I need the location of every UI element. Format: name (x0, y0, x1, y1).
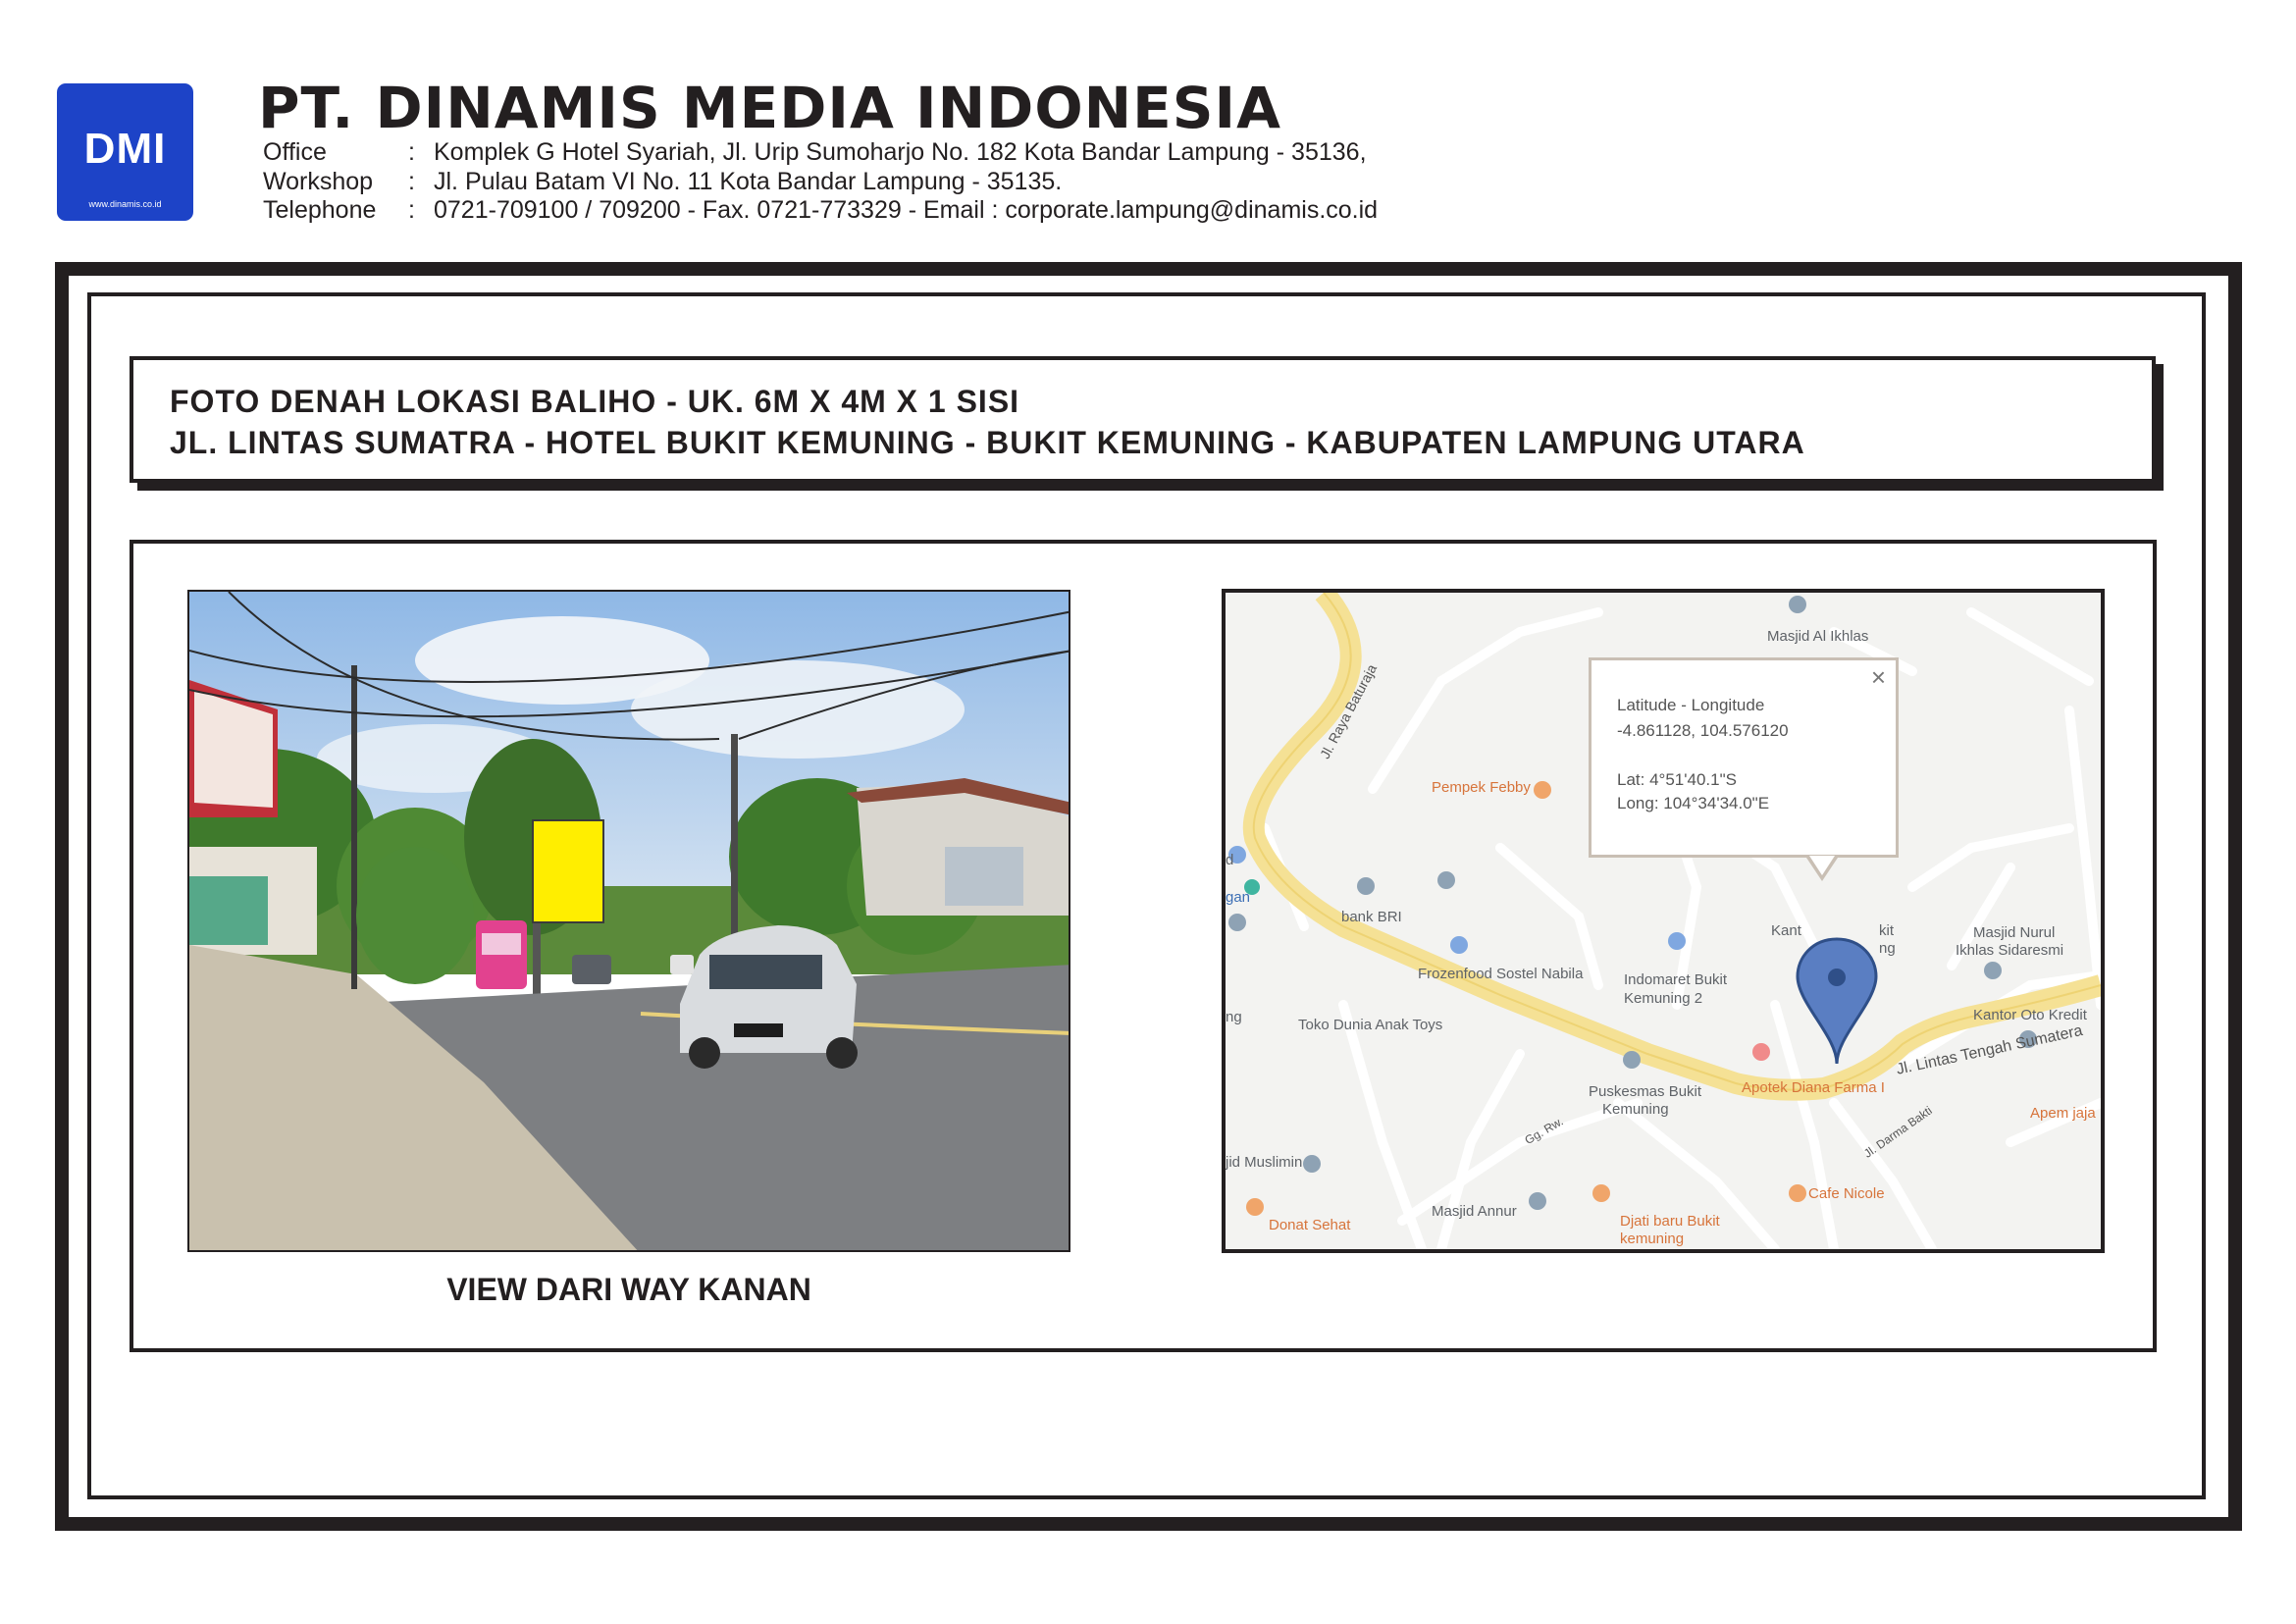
poi-label: Apem jaja (2030, 1105, 2096, 1122)
poi-label: Ikhlas Sidaresmi (1956, 942, 2064, 959)
street-label: Jl. Raya Baturaja (1316, 661, 1381, 761)
company-name: PT. DINAMIS MEDIA INDONESIA (258, 75, 1282, 141)
street-scene (189, 592, 1070, 1252)
title-line-2: JL. LINTAS SUMATRA - HOTEL BUKIT KEMUNING - BUKIT KEMUNING - KABUPATEN LAMPUNG UTARA (170, 425, 1805, 460)
location-marker-icon (1798, 939, 1876, 1064)
coordinates-popup (1589, 657, 1899, 858)
photo-caption: VIEW DARI WAY KANAN (446, 1272, 811, 1307)
poi-label: Kemuning 2 (1624, 990, 1703, 1007)
poi-label: bank BRI (1341, 909, 1402, 925)
company-logo (57, 83, 193, 221)
popup-tail-inner (1809, 856, 1835, 875)
contact-value: Jl. Pulau Batam VI No. 11 Kota Bandar Lampung - 35135. (434, 168, 1063, 195)
logo-url: www.dinamis.co.id (88, 199, 162, 209)
poi-label: ng (1226, 1009, 1242, 1025)
contact-colon: : (408, 168, 415, 195)
title-line-1: FOTO DENAH LOKASI BALIHO - UK. 6M X 4M X 1 SISI (170, 384, 1020, 419)
close-icon[interactable]: × (1870, 662, 1886, 692)
contact-colon: : (408, 138, 415, 166)
poi-label: d (1226, 852, 1234, 868)
poi-label: Donat Sehat (1269, 1217, 1351, 1233)
poi-label: Kemuning (1602, 1101, 1669, 1118)
poi-label: kit (1879, 922, 1894, 939)
poi-label: Indomaret Bukit (1624, 971, 1728, 988)
contact-label: Telephone (263, 196, 377, 224)
poi-label: Pempek Febby (1432, 779, 1531, 796)
contact-label: Office (263, 138, 327, 166)
poi-label: Kantor Oto Kredit (1973, 1007, 2087, 1023)
logo-mark: DMI (83, 125, 167, 173)
popup-title: Latitude - Longitude (1617, 696, 1765, 714)
street-label: Gg. Rw. (1522, 1114, 1566, 1148)
contact-value: Komplek G Hotel Syariah, Jl. Urip Sumoharjo No. 182 Kota Bandar Lampung - 35136, (434, 138, 1367, 166)
poi-label: jid Muslimin (1226, 1154, 1303, 1171)
poi-label: Masjid Nurul (1973, 924, 2056, 941)
poi-label: Frozenfood Sostel Nabila (1418, 966, 1584, 982)
contact-value: 0721-709100 / 709200 - Fax. 0721-773329 - Email : corporate.lampung@dinamis.co.id (434, 196, 1379, 224)
billboard-marker (533, 820, 603, 922)
poi-label: kemuning (1620, 1231, 1685, 1247)
contact-colon: : (408, 196, 415, 224)
street-label: Jl. Lintas Tengah Sumatera (1895, 1022, 2085, 1078)
poi-label: Djati baru Bukit (1620, 1213, 1720, 1230)
location-photo (187, 590, 1070, 1252)
title-box (130, 356, 2156, 483)
location-map (1222, 589, 2105, 1253)
poi-label: Kant (1771, 922, 1801, 939)
poi-label: Masjid Al Ikhlas (1767, 628, 1869, 645)
poi-label: gan (1226, 889, 1251, 906)
poi-label: Cafe Nicole (1808, 1185, 1885, 1202)
poi-label: Masjid Annur (1432, 1203, 1517, 1220)
poi-label: Apotek Diana Farma I (1742, 1079, 1885, 1096)
popup-lat: Lat: 4°51'40.1"S (1617, 770, 1737, 789)
popup-decimal: -4.861128, 104.576120 (1617, 721, 1789, 740)
popup-long: Long: 104°34'34.0"E (1617, 794, 1770, 812)
poi-label: Puskesmas Bukit (1589, 1083, 1702, 1100)
poi-label: ng (1879, 940, 1896, 957)
poi-label: Toko Dunia Anak Toys (1298, 1017, 1443, 1033)
street-label: Jl. Darma Bakti (1860, 1103, 1935, 1161)
contact-label: Workshop (263, 168, 374, 195)
